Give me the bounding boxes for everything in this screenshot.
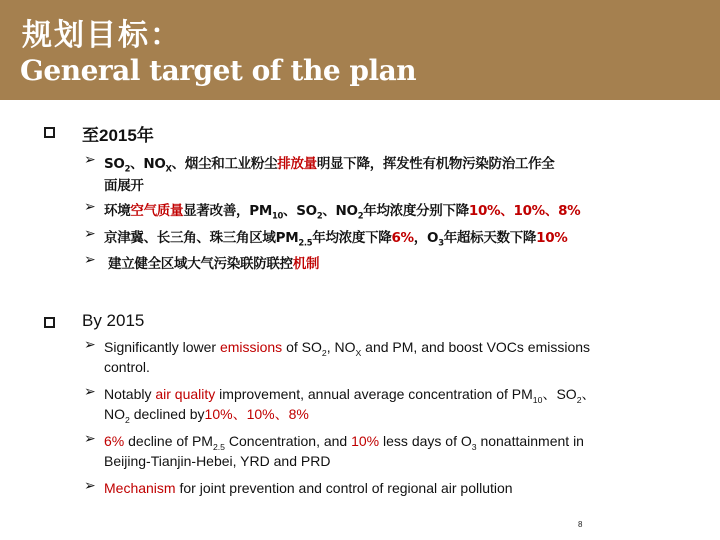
cn-item-4-line-1: 建立健全区域大气污染联防联控机制 xyxy=(108,256,320,272)
en-item-4-line-1: Mechanism for joint prevention and control of regional air pollution xyxy=(104,480,513,496)
arrow-bullet-icon: ➢ xyxy=(84,226,96,242)
arrow-bullet-icon: ➢ xyxy=(84,337,96,353)
arrow-bullet-icon: ➢ xyxy=(84,478,96,494)
square-bullet-icon xyxy=(44,317,55,328)
page-number: 8 xyxy=(578,520,583,529)
highlight: 10% xyxy=(351,433,380,449)
highlight: Mechanism xyxy=(104,480,176,496)
highlight: 6% xyxy=(104,433,125,449)
en-item-1-line-1: Significantly lower emissions of $SO_2$, $NO_X$ and PM, and boost VOCs emissions xyxy=(104,339,591,358)
section-cn-label: 至2015年 xyxy=(82,126,154,145)
en-item-2-line-1: Notably air quality improvement, annual average concentration of $PM_{10}$、$SO_2$、 xyxy=(104,386,596,405)
highlight: 10% xyxy=(536,230,568,246)
highlight: emissions xyxy=(219,339,283,355)
title-chinese: 规划目标： xyxy=(22,18,182,53)
cn-item-3-line-1: 京津冀、长三角、珠三角区域$PM_{2.5}$年均浓度下降6%，$O_3$年超标天数下降10% xyxy=(104,230,568,248)
arrow-bullet-icon: ➢ xyxy=(84,252,96,268)
en-item-2-line-2: $NO_2$ declined by10%、10%、8% xyxy=(104,406,309,425)
en-item-3-line-1: 6% decline of $PM_{2.5}$ Concentration, and 10% less days of $O_3$ nonattainment in xyxy=(104,433,584,452)
highlight: 10%、10%、8% xyxy=(204,406,309,422)
highlight: 空气质量 xyxy=(130,203,184,219)
en-item-3-line-2: Beijing-Tianjin-Hebei, YRD and PRD xyxy=(104,453,331,469)
section-en-label: By 2015 xyxy=(82,311,145,330)
highlight: 机制 xyxy=(292,256,320,272)
highlight: 排放量 xyxy=(277,156,317,172)
title-banner xyxy=(0,0,720,100)
cn-item-1-line-2: 面展开 xyxy=(104,178,144,194)
highlight: 10%、10%、8% xyxy=(468,203,581,219)
cn-item-2-line-1: 环境空气质量显著改善，$PM_{10}$、$SO_2$、$NO_2$年均浓度分别下降10%、10%、8% xyxy=(104,203,581,221)
cn-item-1-line-1: $SO_2$、$NO_X$、烟尘和工业粉尘排放量明显下降，挥发性有机物污染防治工作全 xyxy=(104,156,555,174)
title-english: General target of the plan xyxy=(20,54,417,87)
highlight: 6% xyxy=(391,230,414,246)
arrow-bullet-icon: ➢ xyxy=(84,152,96,168)
en-item-1-line-2: control. xyxy=(104,359,150,375)
square-bullet-icon xyxy=(44,127,55,138)
arrow-bullet-icon: ➢ xyxy=(84,431,96,447)
arrow-bullet-icon: ➢ xyxy=(84,384,96,400)
arrow-bullet-icon: ➢ xyxy=(84,199,96,215)
highlight: air quality xyxy=(155,386,216,402)
